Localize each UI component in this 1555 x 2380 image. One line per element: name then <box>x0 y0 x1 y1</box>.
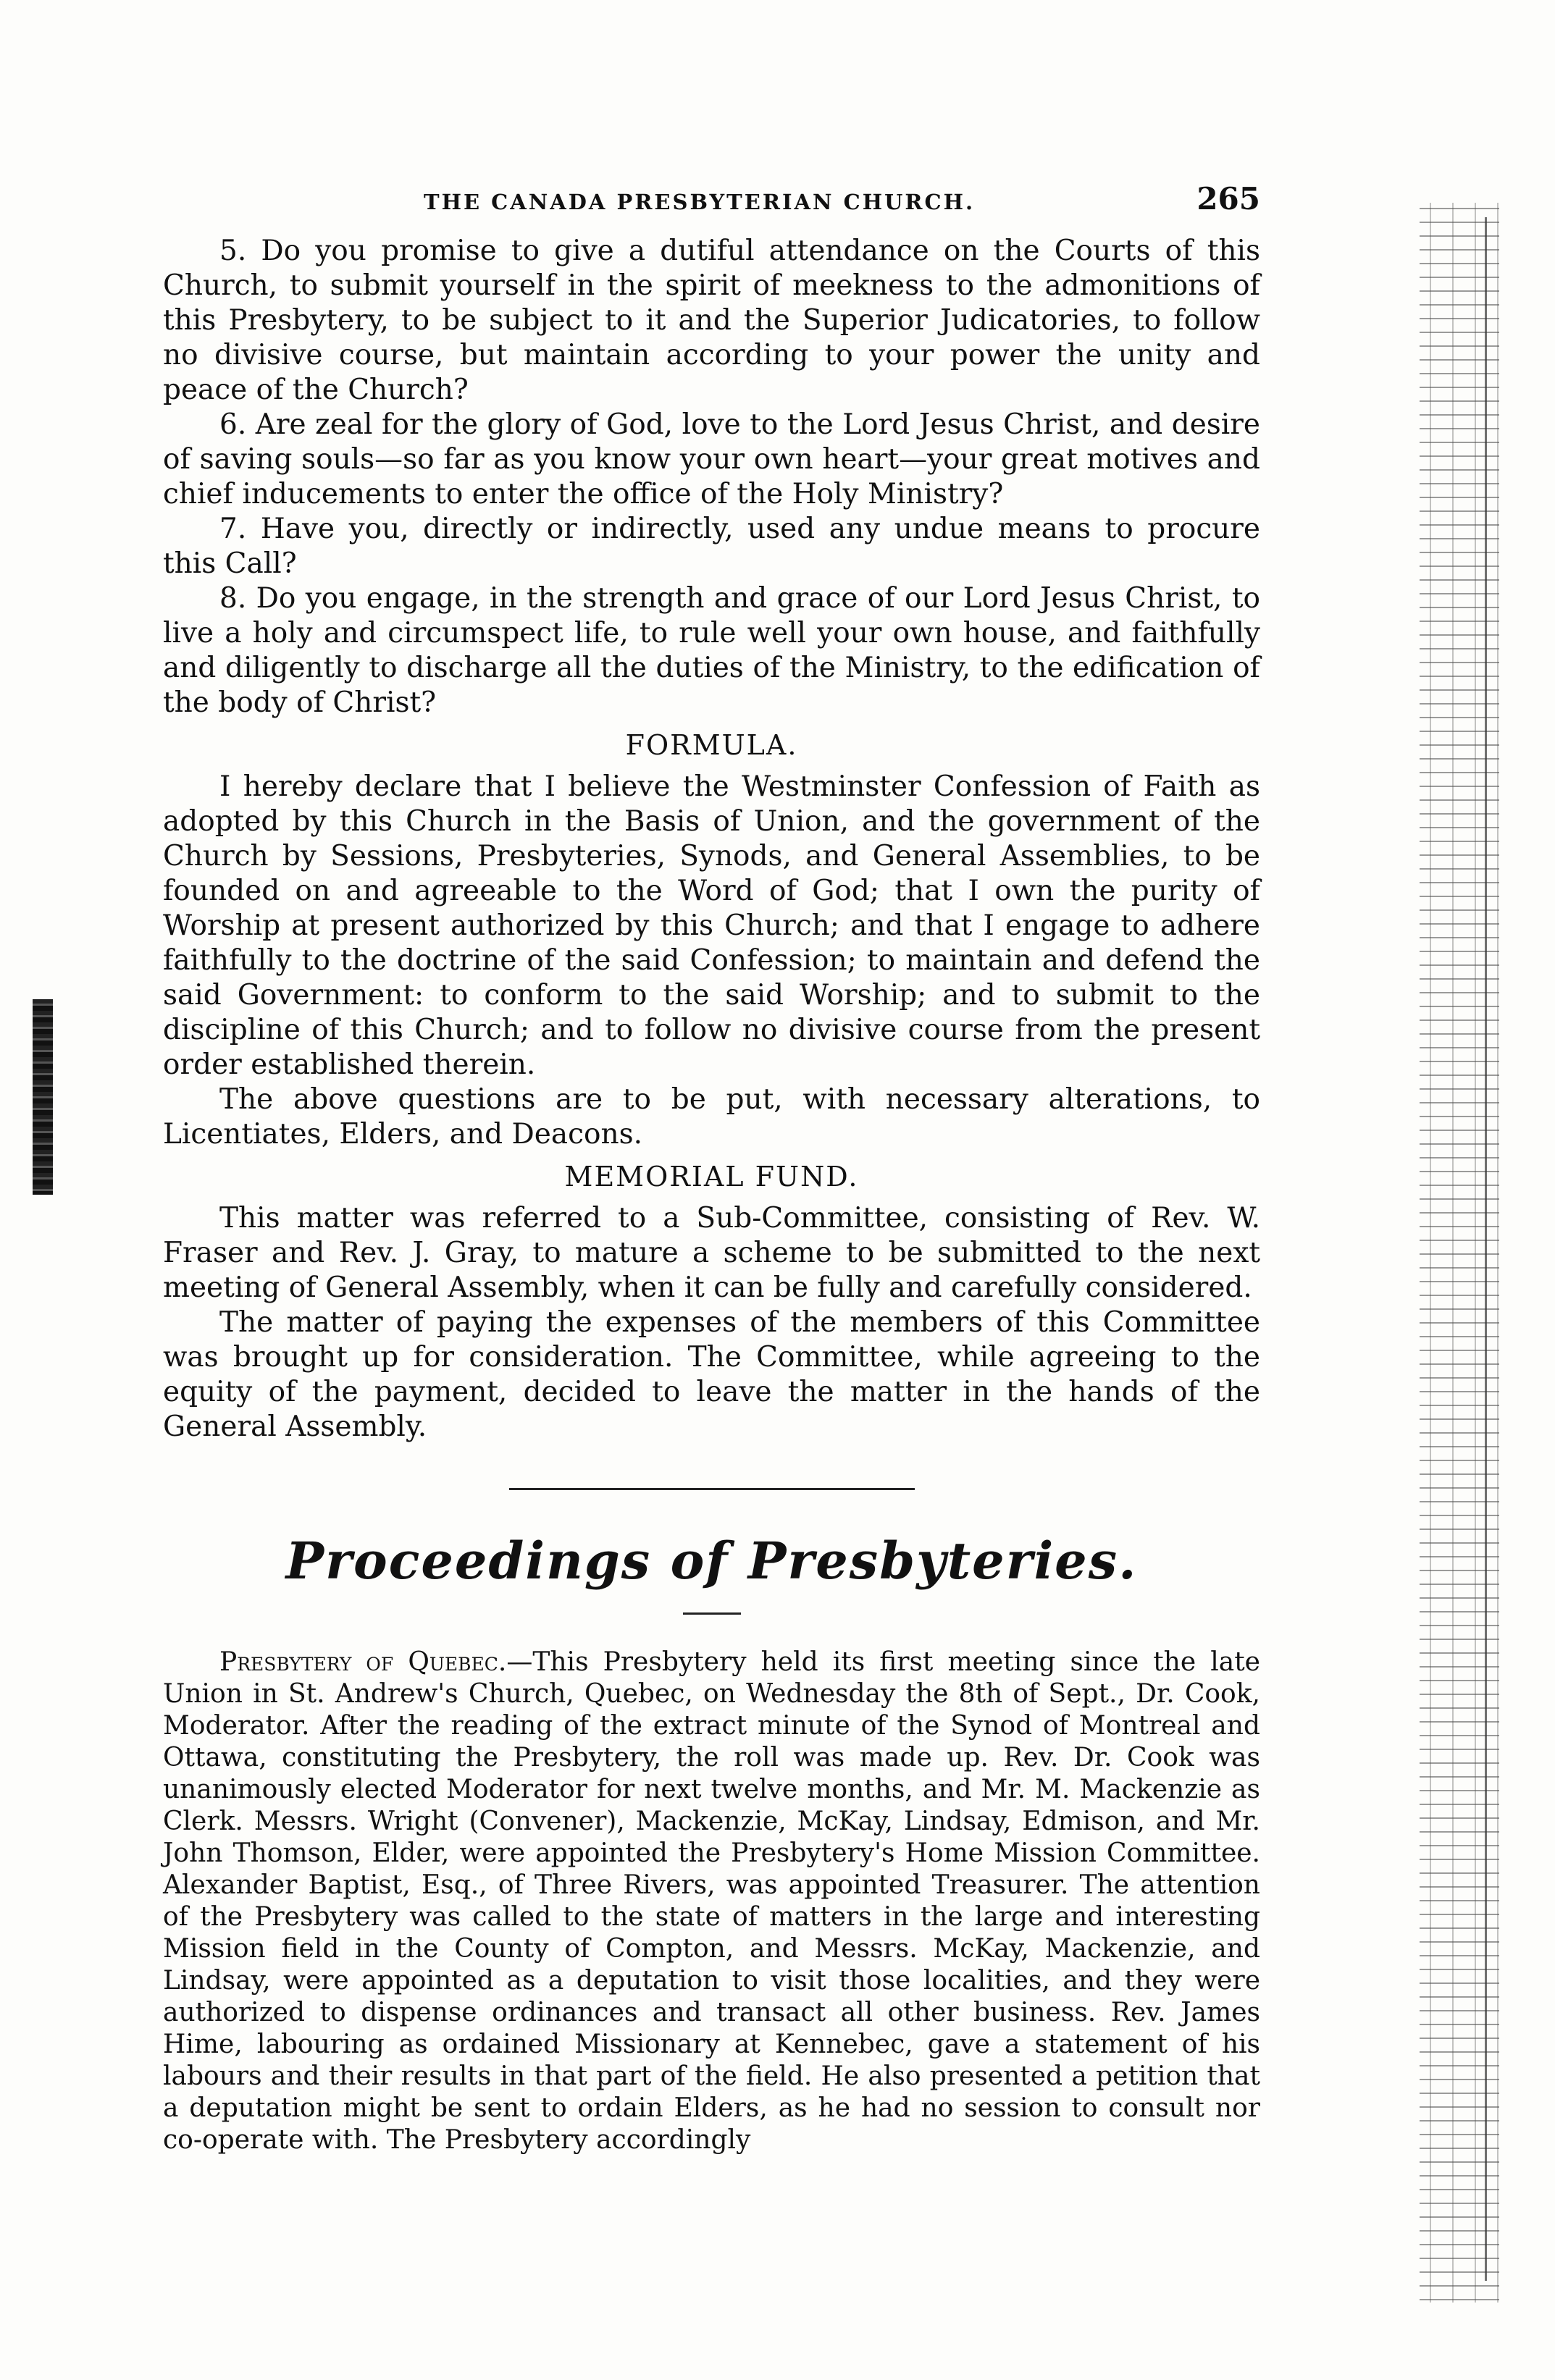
memorial-paragraph-2: The matter of paying the expenses of the members of this Committee was brought up for consideration. The Committee, while agreeing to the equity of the payment, decided to leave the matter in the hands of the General Assembly. <box>163 1306 1260 1443</box>
memorial-heading: MEMORIAL FUND. <box>564 1161 859 1193</box>
running-head <box>163 181 1260 216</box>
proceedings-paragraph <box>163 1647 1260 2156</box>
margin-mark <box>33 999 53 1195</box>
proceedings-heading: Proceedings of Presbyteries. <box>285 1531 1138 1591</box>
formula-heading: FORMULA. <box>625 729 798 761</box>
question-7: 7. Have you, directly or indirectly, used any undue means to procure this Call? <box>163 513 1260 580</box>
proceedings-section <box>163 1647 1260 2156</box>
presbytery-lead-in: Presbytery of Quebec. <box>219 1647 507 1677</box>
heading-rule <box>683 1612 741 1615</box>
scan-edge-noise <box>1420 203 1499 2303</box>
page-number: 265 <box>1196 181 1260 216</box>
section-divider <box>509 1488 915 1490</box>
formula-note: The above questions are to be put, with necessary alterations, to Licentiates, Elders, and Deacons. <box>163 1083 1260 1151</box>
text-block <box>163 181 1260 2156</box>
scan-edge-line <box>1485 217 1487 2281</box>
question-8: 8. Do you engage, in the strength and grace of our Lord Jesus Christ, to live a holy and circumspect life, to rule well your own house, and faithfully and diligently to discharge all the duties of the Ministry, to the edification of the body of Christ? <box>163 582 1260 719</box>
presbytery-body: —This Presbytery held its first meeting since the late Union in St. Andrew's Church, Quebec, on Wednesday the 8th of Sept., Dr. Cook, Moderator. After the reading of the extract minute of the Synod of Montreal and Ottawa, constituting the Presbytery, the roll was made up. Rev. Dr. Cook was unanimously elected Moderator for next twelve months, and Mr. M. Mackenzie as Clerk. Messrs. Wright (Convener), Mackenzie, McKay, Lindsay, Edmison, and Mr. John Thomson, Elder, were appointed the Presbytery's Home Mission Committee. Alexander Baptist, Esq., of Three Rivers, was appointed Treasurer. The attention of the Presbytery was called to the state of matters in the large and interesting Mission field in the County of Compton, and Messrs. McKay, Mackenzie, and Lindsay, were appointed as a deputation to visit those localities, and they were authorized to dispense ordinances and transact all other business. Rev. James Hime, labouring as ordained Missionary at Kennebec, gave a statement of his labours and their results in that part of the field. He also presented a petition that a deputation might be sent to ordain Elders, as he had no session to consult nor co-operate with. The Presbytery accordingly <box>163 1647 1260 2155</box>
question-6: 6. Are zeal for the glory of God, love to the Lord Jesus Christ, and desire of saving souls—so far as you know your own heart—your great motives and chief inducements to enter the office of the Holy Ministry? <box>163 408 1260 510</box>
memorial-paragraph-1: This matter was referred to a Sub-Committee, consisting of Rev. W. Fraser and Rev. J. Gray, to mature a scheme to be submitted to the next meeting of General Assembly, when it can be fully and carefully considered. <box>163 1202 1260 1304</box>
running-title: THE CANADA PRESBYTERIAN CHURCH. <box>424 190 976 214</box>
question-5: 5. Do you promise to give a dutiful attendance on the Courts of this Church, to submit yourself in the spirit of meekness to the admonitions of this Presbytery, to be subject to it and the Superior Judicatories, to follow no divisive course, but maintain according to your power the unity and peace of the Church? <box>163 235 1260 406</box>
formula-paragraph: I hereby declare that I believe the Westminster Confession of Faith as adopted by this Church in the Basis of Union, and the government of the Church by Sessions, Presbyteries, Synods, and General Assemblies, to be founded on and agreeable to the Word of God; that I own the purity of Worship at present authorized by this Church; and that I engage to adhere faithfully to the doctrine of the said Confession; to maintain and defend the said Government: to conform to the said Worship; and to submit to the discipline of this Church; and to follow no divisive course from the present order established therein. <box>163 770 1260 1081</box>
